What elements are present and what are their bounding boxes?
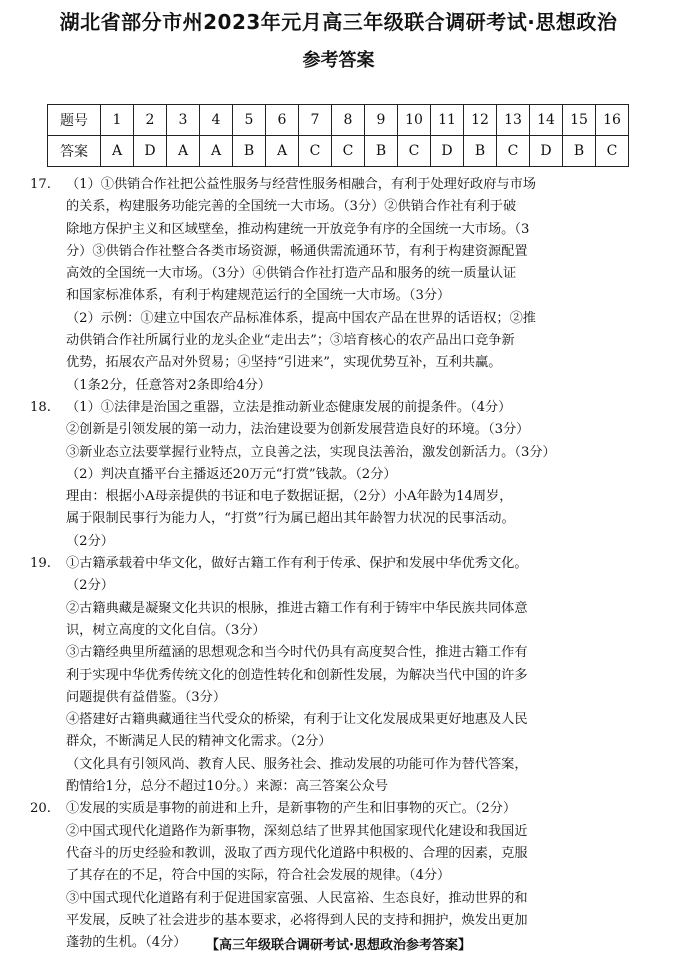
page-title: 湖北省部分市州2023年元月高三年级联合调研考试·思想政治 [59,10,618,34]
answer-cell: A [266,136,299,167]
question-18 [30,397,655,553]
question-number: 20. [30,801,51,817]
answer-cell: B [365,136,398,167]
question-number: 19. [30,556,51,572]
answer-line: 识，树立高度的文化自信。（3分） [66,622,266,638]
answer-line: （2分） [66,578,114,594]
question-number-cell: 7 [299,105,332,136]
answer-line: 动供销合作社所属行业的龙头企业“走出去”；③培育核心的农产品出口竞争新 [66,333,515,349]
answer-line: 酌情给1分，总分不超过10分。）来源：高三答案公众号 [66,779,388,795]
question-20 [30,798,655,954]
answer-line: （2分） [66,533,114,549]
answer-table [47,104,629,167]
answer-table-answer-row [48,136,629,167]
question-number-cell: 3 [167,105,200,136]
answer-line: ③古籍经典里所蕴涵的思想观念和当今时代仍具有高度契合性，推进古籍工作有 [66,645,528,661]
question-number-cell: 14 [530,105,563,136]
question-number-cell: 10 [398,105,431,136]
answer-line: 分）③供销合作社整合各类市场资源，畅通供需流通环节，有利于构建资源配置 [66,243,528,259]
answer-line: ③新业态立法要掌握行业特点，立良善之法，实现良法善治，激发创新活力。（3分） [66,444,556,460]
answer-line: （1条2分，任意答对2条即给4分） [66,377,271,393]
page-subtitle: 参考答案 [302,50,375,71]
answer-cell: B [233,136,266,167]
answer-line: 属于限制民事行为能力人，“打赏”行为属已超出其年龄智力状况的民事活动。 [66,511,515,527]
answer-cell: A [200,136,233,167]
answer-line: ①发展的实质是事物的前进和上升，是新事物的产生和旧事物的灭亡。（2分） [66,801,517,817]
answer-cell: D [530,136,563,167]
question-number: 18. [30,399,51,415]
question-number-cell: 4 [200,105,233,136]
question-number-cell: 15 [563,105,596,136]
answer-cell: C [596,136,629,167]
answer-cell: D [134,136,167,167]
answer-line: ②古籍典藏是凝聚文化共识的根脉，推进古籍工作有利于铸牢中华民族共同体意 [66,600,528,616]
answer-line: 理由：根据小A母亲提供的书证和电子数据证据，（2分）小A年龄为14周岁， [66,489,513,505]
answer-cell: A [101,136,134,167]
question-number-cell: 6 [266,105,299,136]
answer-line: ②创新是引领发展的第一动力，法治建设要为创新发展营造良好的环境。（3分） [66,422,530,438]
answer-line: （文化具有引领风尚、教育人民、服务社会、推动发展的功能可作为替代答案， [66,756,528,772]
answer-line: 高效的全国统一大市场。（3分）④供销合作社打造产品和服务的统一质量认证 [66,266,517,282]
answer-line: 除地方保护主义和区域壁垒，推动构建统一开放竞争有序的全国统一大市场。（3 [66,221,530,237]
answer-cell: C [299,136,332,167]
question-number-cell: 12 [464,105,497,136]
answer-line: 问题提供有益借鉴。（3分） [66,689,227,705]
answer-cell: C [398,136,431,167]
question-number-cell: 11 [431,105,464,136]
question-number-cell: 16 [596,105,629,136]
answer-line: 了其存在的不足，符合中国的实际，符合社会发展的规律。（4分） [66,868,451,884]
question-number: 17. [30,177,51,192]
question-19 [30,553,655,798]
answer-line: （2）示例：①建立中国农产品标准体系，提高中国农产品在世界的话语权；②推 [66,310,536,326]
answer-line: （2）判决直播平台主播返还20万元“打赏”钱款。（2分） [66,466,397,482]
question-number-cell: 13 [497,105,530,136]
row-label-question-number: 题号 [48,105,101,136]
answer-cell: A [167,136,200,167]
answer-line: ②中国式现代化道路作为新事物，深刻总结了世界其他国家现代化建设和我国近 [66,823,528,839]
answer-line: 平发展，反映了社会进步的基本要求，必将得到人民的支持和拥护，焕发出更加 [66,912,528,928]
page-footer: 【高三年级联合调研考试·思想政治参考答案】 [206,938,471,953]
answer-cell: C [497,136,530,167]
answer-line: 利于实现中华优秀传统文化的创造性转化和创新性发展，为解决当代中国的许多 [66,667,528,683]
answer-table-number-row [48,105,629,136]
answer-line: （1）①法律是治国之重器，立法是推动新业态健康发展的前提条件。（4分） [66,399,512,415]
question-number-cell: 8 [332,105,365,136]
answer-line: 群众，不断满足人民的精神文化需求。（2分） [66,734,332,750]
question-number-cell: 2 [134,105,167,136]
question-number-cell: 5 [233,105,266,136]
answers-body [30,174,655,954]
question-17 [30,174,655,397]
answer-cell: C [332,136,365,167]
answer-cell: B [563,136,596,167]
answer-line: （1）①供销合作社把公益性服务与经营性服务相融合，有利于处理好政府与市场 [66,177,536,192]
answer-line: 和国家标准体系，有利于构建规范运行的全国统一大市场。（3分） [66,288,451,304]
row-label-answer: 答案 [48,136,101,167]
answer-line: 优势，拓展农产品对外贸易；④坚持“引进来”，实现优势互补，互利共赢。 [66,355,502,371]
answer-line: ③中国式现代化道路有利于促进国家富强、人民富裕、生态良好，推动世界的和 [66,890,528,906]
question-number-cell: 1 [101,105,134,136]
answer-line: ①古籍承载着中华文化，做好古籍工作有利于传承、保护和发展中华优秀文化。 [66,556,528,572]
answer-line: ④搭建好古籍典藏通往当代受众的桥梁，有利于让文化发展成果更好地惠及人民 [66,712,528,728]
question-number-cell: 9 [365,105,398,136]
answer-cell: D [431,136,464,167]
answer-line: 代奋斗的历史经验和教训，汲取了西方现代化道路中积极的、合理的因素，克服 [66,845,528,861]
answer-line: 蓬勃的生机。（4分） [66,935,187,951]
answer-line: 的关系，构建服务功能完善的全国统一大市场。（3分）②供销合作社有利于破 [66,199,517,215]
answer-cell: B [464,136,497,167]
